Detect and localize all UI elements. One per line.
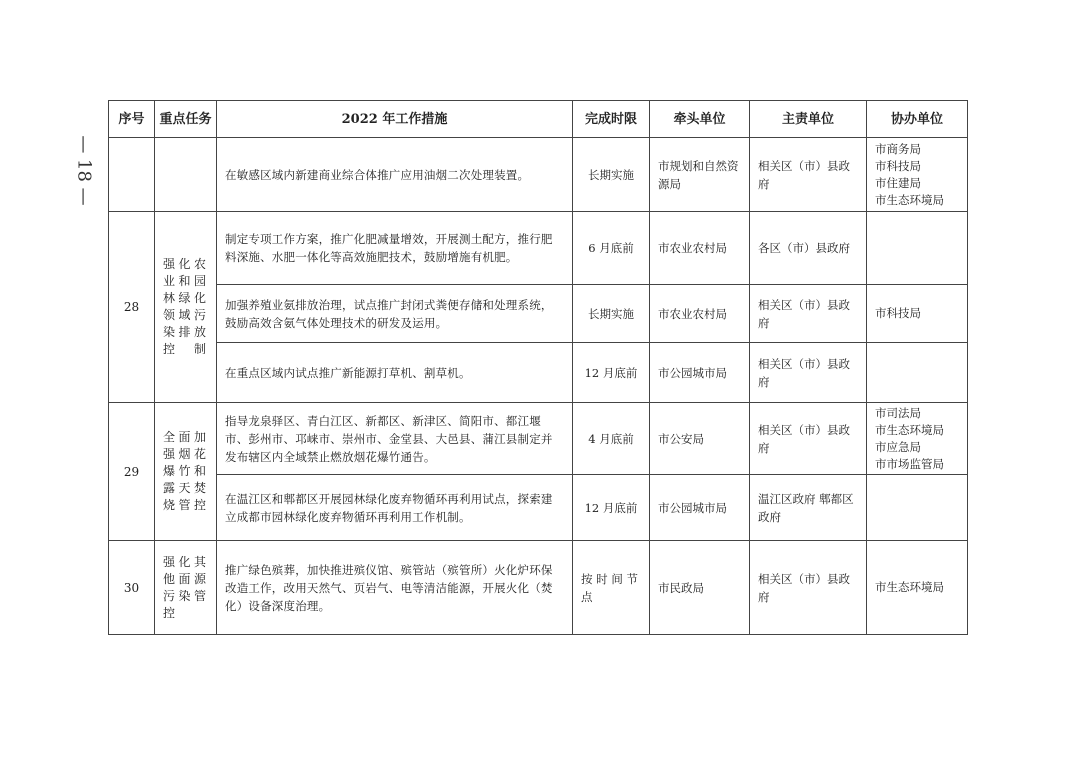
assist-unit	[867, 212, 968, 285]
deadline: 4 月底前	[573, 403, 650, 475]
table-row	[109, 285, 968, 343]
table-row	[109, 343, 968, 403]
assist-unit: 市司法局 市生态环境局 市应急局 市市场监管局	[867, 403, 968, 475]
responsible-unit: 相关区（市）县政府	[750, 541, 867, 635]
measure-text: 在敏感区域内新建商业综合体推广应用油烟二次处理装置。	[217, 138, 573, 212]
lead-unit: 市农业农村局	[650, 212, 750, 285]
row-number: 29	[109, 403, 155, 541]
deadline: 长期实施	[573, 285, 650, 343]
row-number: 30	[109, 541, 155, 635]
header-deadline: 完成时限	[573, 101, 650, 138]
key-task: 强化农业和园林绿化领域污染排放控制	[155, 212, 217, 403]
measure-text: 在温江区和郫都区开展园林绿化废弃物循环再利用试点，探索建立成都市园林绿化废弃物循环再利用工作机制。	[217, 475, 573, 541]
lead-unit: 市民政局	[650, 541, 750, 635]
page-number	[62, 128, 102, 214]
lead-unit: 市公园城市局	[650, 343, 750, 403]
measure-text: 指导龙泉驿区、青白江区、新都区、新津区、简阳市、都江堰市、彭州市、邛崃市、崇州市、金堂县、大邑县、蒲江县制定并发布辖区内全域禁止燃放烟花爆竹通告。	[217, 403, 573, 475]
measure-text: 在重点区域内试点推广新能源打草机、割草机。	[217, 343, 573, 403]
table-header-row	[109, 101, 968, 138]
measure-text: 制定专项工作方案，推广化肥减量增效，开展测土配方，推行肥料深施、水肥一体化等高效施肥技术，鼓励增施有机肥。	[217, 212, 573, 285]
deadline: 长期实施	[573, 138, 650, 212]
row-number: 28	[109, 212, 155, 403]
assist-unit	[867, 475, 968, 541]
assist-unit: 市生态环境局	[867, 541, 968, 635]
page-number-text: — 18 —	[73, 135, 95, 206]
assist-unit: 市科技局	[867, 285, 968, 343]
lead-unit: 市公园城市局	[650, 475, 750, 541]
header-measures: 2022 年工作措施	[217, 101, 573, 138]
lead-unit: 市公安局	[650, 403, 750, 475]
table-row	[109, 403, 968, 475]
responsible-unit: 温江区政府 郫都区政府	[750, 475, 867, 541]
measure-text: 加强养殖业氨排放治理，试点推广封闭式粪便存储和处理系统，鼓励高效含氨气体处理技术的研发及运用。	[217, 285, 573, 343]
measure-text: 推广绿色殡葬，加快推进殡仪馆、殡管站（殡管所）火化炉环保改造工作，改用天然气、页岩气、电等清洁能源，开展火化（焚化）设备深度治理。	[217, 541, 573, 635]
responsible-unit: 相关区（市）县政府	[750, 343, 867, 403]
lead-unit: 市农业农村局	[650, 285, 750, 343]
responsible-unit: 相关区（市）县政府	[750, 138, 867, 212]
table-row	[109, 212, 968, 285]
assist-unit	[867, 343, 968, 403]
key-task: 全面加强烟花爆竹和露天焚烧管控	[155, 403, 217, 541]
header-assist-unit: 协办单位	[867, 101, 968, 138]
header-key-task: 重点任务	[155, 101, 217, 138]
responsible-unit: 相关区（市）县政府	[750, 403, 867, 475]
assist-unit: 市商务局 市科技局 市住建局 市生态环境局	[867, 138, 968, 212]
row-number	[109, 138, 155, 212]
deadline: 按时间节点	[573, 541, 650, 635]
deadline: 12 月底前	[573, 475, 650, 541]
header-lead-unit: 牵头单位	[650, 101, 750, 138]
table-row	[109, 541, 968, 635]
header-seq: 序号	[109, 101, 155, 138]
deadline: 6 月底前	[573, 212, 650, 285]
key-task	[155, 138, 217, 212]
table-row	[109, 475, 968, 541]
key-task: 强化其他面源污染管控	[155, 541, 217, 635]
header-responsible-unit: 主责单位	[750, 101, 867, 138]
lead-unit: 市规划和自然资源局	[650, 138, 750, 212]
work-measures-table	[108, 100, 968, 635]
table-row	[109, 138, 968, 212]
deadline: 12 月底前	[573, 343, 650, 403]
responsible-unit: 相关区（市）县政府	[750, 285, 867, 343]
responsible-unit: 各区（市）县政府	[750, 212, 867, 285]
